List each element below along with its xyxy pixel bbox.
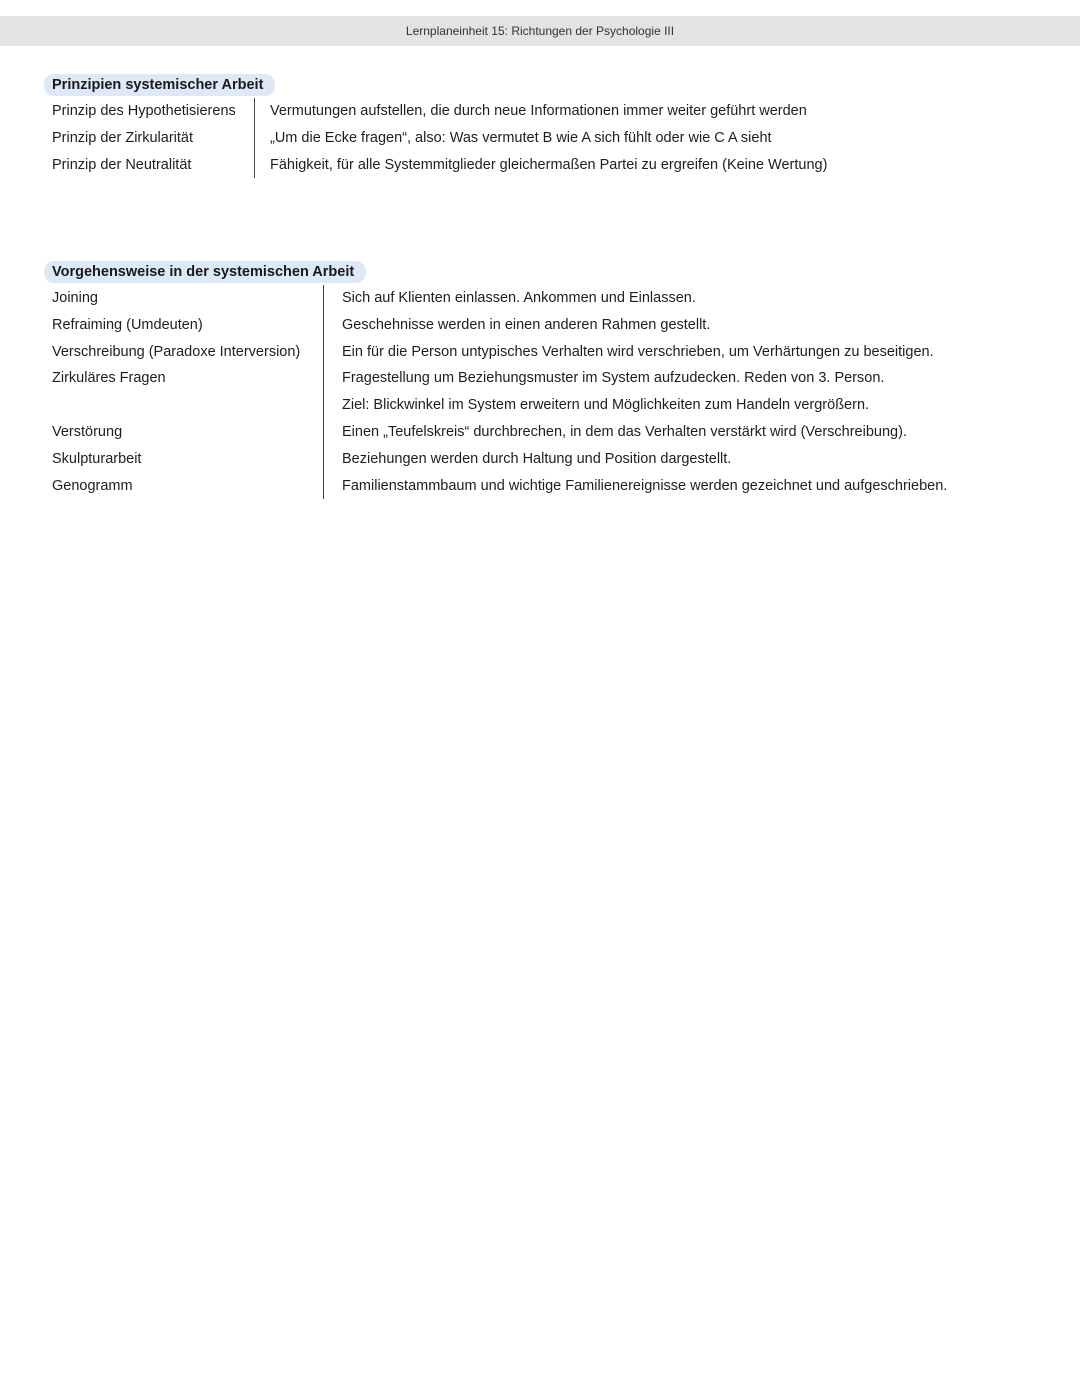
term: Genogramm — [52, 477, 133, 494]
term: Verstörung — [52, 423, 123, 440]
description: Beziehungen werden durch Haltung und Position dargestellt. — [342, 450, 732, 467]
terms-column — [44, 98, 255, 178]
term: Skulpturarbeit — [52, 450, 142, 467]
description: Geschehnisse werden in einen anderen Rahmen gestellt. — [342, 316, 711, 333]
description: „Um die Ecke fragen“, also: Was vermutet B wie A sich fühlt oder wie C A sieht — [270, 129, 772, 146]
page-header-title: Lernplaneinheit 15: Richtungen der Psychologie III — [405, 24, 675, 38]
definition-table — [44, 285, 1044, 499]
section-vorgehensweise — [44, 261, 1044, 499]
definition-table — [44, 98, 1044, 178]
description: Vermutungen aufstellen, die durch neue Informationen immer weiter geführt werden — [270, 103, 807, 119]
section-title: Prinzipien systemischer Arbeit — [44, 74, 275, 96]
page-header — [0, 16, 1080, 46]
descriptions-column — [255, 98, 827, 178]
descriptions-column — [324, 285, 947, 499]
description: Einen „Teufelskreis“ durchbrechen, in dem das Verhalten verstärkt wird (Verschreibung). — [342, 423, 907, 440]
section-prinzipien — [44, 74, 1044, 178]
term: Prinzip des Hypothetisierens — [52, 103, 236, 119]
term: Zirkuläres Fragen — [52, 370, 166, 387]
description: Fähigkeit, für alle Systemmitglieder gleichermaßen Partei zu ergreifen (Keine Wertung) — [270, 156, 828, 173]
term: Prinzip der Zirkularität — [52, 129, 194, 146]
description: Ein für die Person untypisches Verhalten wird verschrieben, um Verhärtungen zu beseitigen. — [342, 343, 934, 360]
section-title: Vorgehensweise in der systemischen Arbeit — [44, 261, 366, 283]
term: Joining — [52, 290, 98, 306]
description: Familienstammbaum und wichtige Familienereignisse werden gezeichnet und aufgeschrieben. — [342, 477, 948, 494]
term-empty — [52, 392, 313, 419]
terms-column — [44, 285, 324, 499]
description: Fragestellung um Beziehungsmuster im System aufzudecken. Reden von 3. Person. — [342, 370, 885, 387]
term: Verschreibung (Paradoxe Interversion) — [52, 343, 301, 360]
term: Refraiming (Umdeuten) — [52, 316, 203, 333]
description: Ziel: Blickwinkel im System erweitern und Möglichkeiten zum Handeln vergrößern. — [342, 397, 870, 414]
description: Sich auf Klienten einlassen. Ankommen und Einlassen. — [342, 290, 696, 306]
term: Prinzip der Neutralität — [52, 156, 192, 173]
